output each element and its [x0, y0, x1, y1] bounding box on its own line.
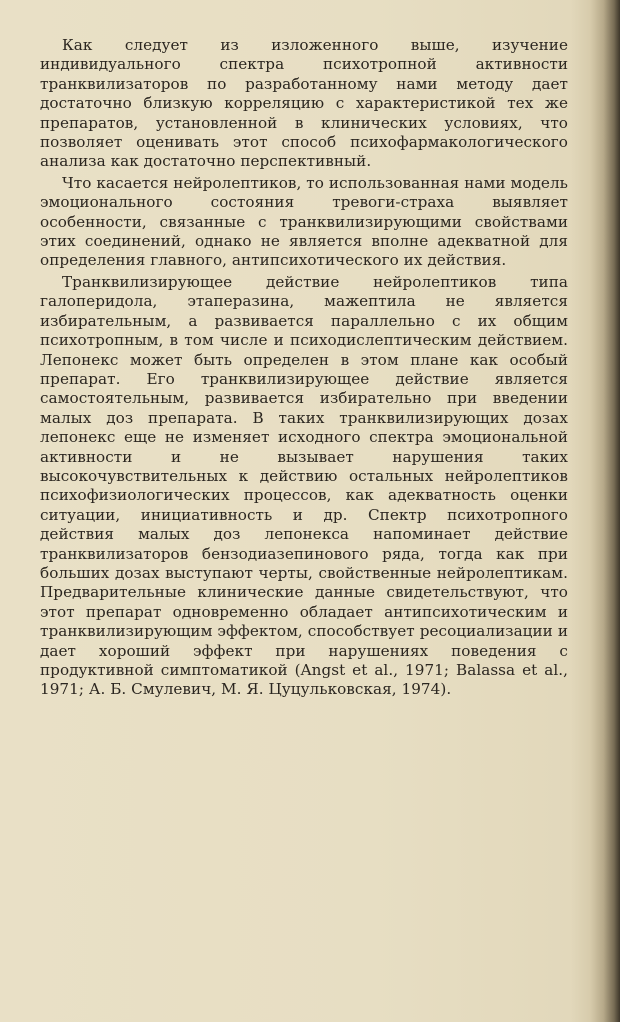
page-binding-shadow	[590, 0, 620, 1022]
paragraph-1: Как следует из изложенного выше, изучение индивидуального спектра психотропной активности транквилизаторов по разработанному нами методу дает достаточно близкую корреляцию с характеристикой тех же препаратов, установленной в клинических условиях, что позволяет оценивать этот способ психофармакологического анализа как достаточно перспективный.	[40, 36, 568, 171]
paragraph-3: Транквилизирующее действие нейролептиков типа галоперидола, этаперазина, мажептила не является избирательным, а развивается параллельно с их общим психотропным, в том числе и психодислептическим действием. Лепонекс может быть определен в этом плане как особый препарат. Его транквилизирующее действие является самостоятельным, развивается избирательно при введении малых доз препарата. В таких транквилизирующих дозах лепонекс еще не изменяет исходного спектра эмоциональной активности и не вызывает нарушения таких высокочувствительных к действию остальных нейролептиков психофизиологических процессов, как адекватность оценки ситуации, инициативность и др. Спектр психотропного действия малых доз лепонекса напоминает действие транквилизаторов бензодиазепинового ряда, тогда как при больших дозах выступают черты, свойственные нейролептикам. Предварительные клинические данные свидетельствуют, что этот препарат одновременно обладает антипсихотическим и транквилизирующим эффектом, способствует ресоциализации и дает хороший эффект при нарушениях поведения с продуктивной симптоматикой (Angst et al., 1971; Balassa et al., 1971; А. Б. Смулевич, М. Я. Цуцульковская, 1974).	[40, 272, 568, 699]
body-text	[40, 36, 568, 702]
paragraph-2: Что касается нейролептиков, то использованная нами модель эмоционального состояния тревоги-страха выявляет особенности, связанные с транквилизирующими свойствами этих соединений, однако не является вполне адекватной для определения главного, антипсихотического их действия.	[40, 173, 568, 270]
